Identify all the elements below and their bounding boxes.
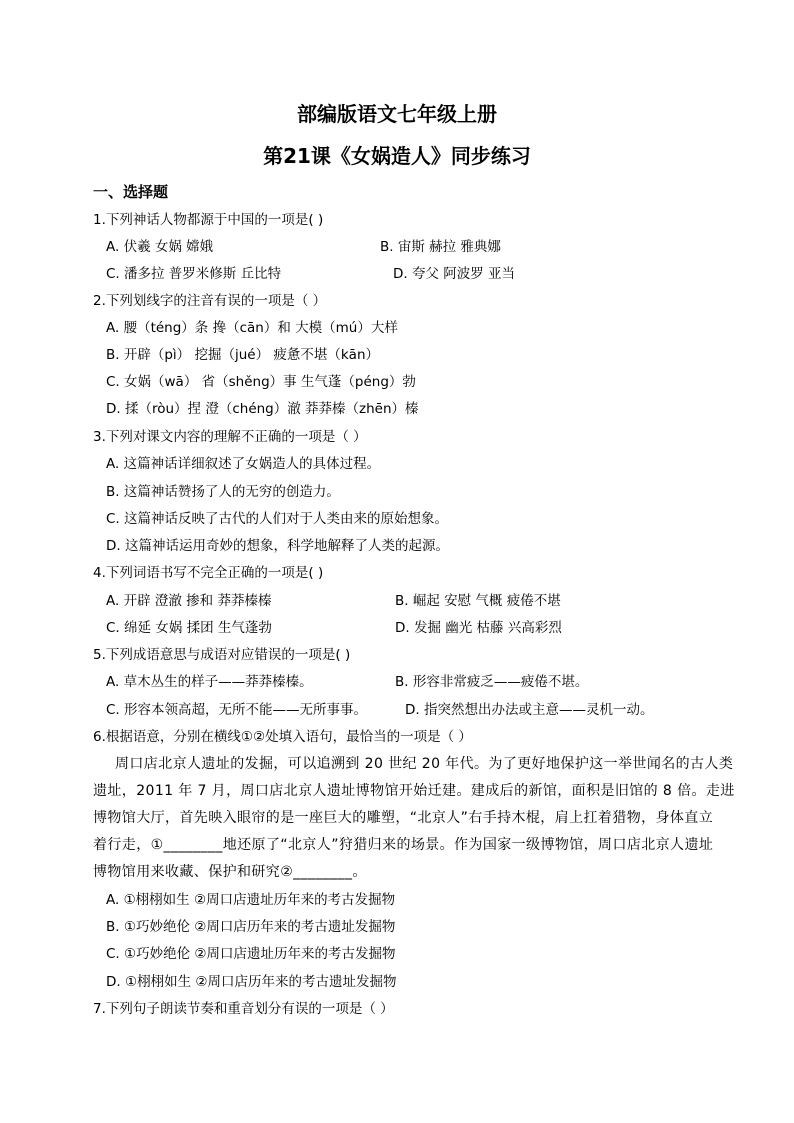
question-1-option-b: B. 宙斯 赫拉 雅典娜	[380, 239, 501, 255]
question-2-stem: 2.下列划线字的注音有误的一项是（ ）	[93, 293, 327, 309]
question-1-option-d: D. 夸父 阿波罗 亚当	[393, 266, 516, 282]
question-4-option-d: D. 发掘 幽光 枯藤 兴高彩烈	[395, 620, 562, 636]
question-4-option-a: A. 开辟 澄澈 掺和 莽莽榛榛	[106, 593, 272, 609]
section-heading: 一、选择题	[93, 183, 169, 201]
question-1-option-a: A. 伏羲 女娲 嫦娥	[106, 239, 214, 255]
question-6-passage-line: 周口店北京人遗址的发掘，可以追溯到 20 世纪 20 年代。为了更好地保护这一举世闻名的古人类	[115, 756, 734, 772]
question-6-stem: 6.根据语意，分别在横线①②处填入语句，最恰当的一项是（ ）	[93, 729, 472, 745]
question-3-option-d: D. 这篇神话运用奇妙的想象，科学地解释了人类的起源。	[106, 538, 449, 554]
question-4-stem: 4.下列词语书写不完全正确的一项是( )	[93, 565, 324, 581]
question-1-stem: 1.下列神话人物都源于中国的一项是( )	[93, 212, 324, 228]
question-6-passage-line: 博物馆用来收藏、保护和研究②________。	[93, 864, 367, 880]
document-subtitle: 第21课《女娲造人》同步练习	[263, 144, 531, 168]
question-5-option-c: C. 形容本领高超，无所不能——无所事事。	[106, 702, 368, 718]
question-6-option-a: A. ①栩栩如生 ②周口店遗址历年来的考古发掘物	[106, 892, 396, 908]
question-5-option-b: B. 形容非常疲乏——疲倦不堪。	[395, 674, 589, 690]
question-5-option-a: A. 草木丛生的样子——莽莽榛榛。	[106, 674, 313, 690]
question-7-stem: 7.下列句子朗读节奏和重音划分有误的一项是（ ）	[93, 1001, 394, 1017]
question-3-option-a: A. 这篇神话详细叙述了女娲造人的具体过程。	[106, 456, 381, 472]
question-5-stem: 5.下列成语意思与成语对应错误的一项是( )	[93, 647, 351, 663]
question-6-option-c: C. ①巧妙绝伦 ②周口店遗址历年来的考古发掘物	[106, 946, 396, 962]
question-3-option-b: B. 这篇神话赞扬了人的无穷的创造力。	[106, 484, 340, 500]
question-2-option-c: C. 女娲（wā） 省（shěng）事 生气蓬（péng）勃	[106, 374, 416, 390]
question-3-stem: 3.下列对课文内容的理解不正确的一项是（ ）	[93, 429, 367, 445]
question-6-passage-line: 遗址，2011 年 7 月，周口店北京人遗址博物馆开始迁建。建成后的新馆，面积是旧馆的 8 倍。走进	[93, 783, 735, 799]
document-title: 部编版语文七年级上册	[297, 102, 497, 126]
question-6-passage-line: 着行走，①________地还原了“北京人”狩猎归来的场景。作为国家一级博物馆，周口店北京人遗址	[93, 837, 714, 853]
question-5-option-d: D. 指突然想出办法或主意——灵机一动。	[405, 702, 654, 718]
question-3-option-c: C. 这篇神话反映了古代的人们对于人类由来的原始想象。	[106, 511, 449, 527]
question-2-option-d: D. 揉（ròu）捏 澄（chéng）澈 莽莽榛（zhēn）榛	[106, 401, 419, 417]
question-6-option-d: D. ①栩栩如生 ②周口店历年来的考古遗址发掘物	[106, 974, 397, 990]
question-4-option-b: B. 崛起 安慰 气概 疲倦不堪	[395, 593, 561, 609]
question-6-passage-line: 博物馆大厅，首先映入眼帘的是一座巨大的雕塑，“北京人”右手持木棍，肩上扛着猎物，身体直立	[93, 810, 714, 826]
question-6-option-b: B. ①巧妙绝伦 ②周口店历年来的考古遗址发掘物	[106, 919, 396, 935]
question-2-option-b: B. 开辟（pì） 挖掘（jué） 疲惫不堪（kān）	[106, 347, 380, 363]
question-4-option-c: C. 绵延 女娲 揉团 生气蓬勃	[106, 620, 272, 636]
question-1-option-c: C. 潘多拉 普罗米修斯 丘比特	[106, 266, 282, 282]
question-2-option-a: A. 腰（téng）条 搀（cān）和 大模（mú）大样	[106, 320, 398, 336]
